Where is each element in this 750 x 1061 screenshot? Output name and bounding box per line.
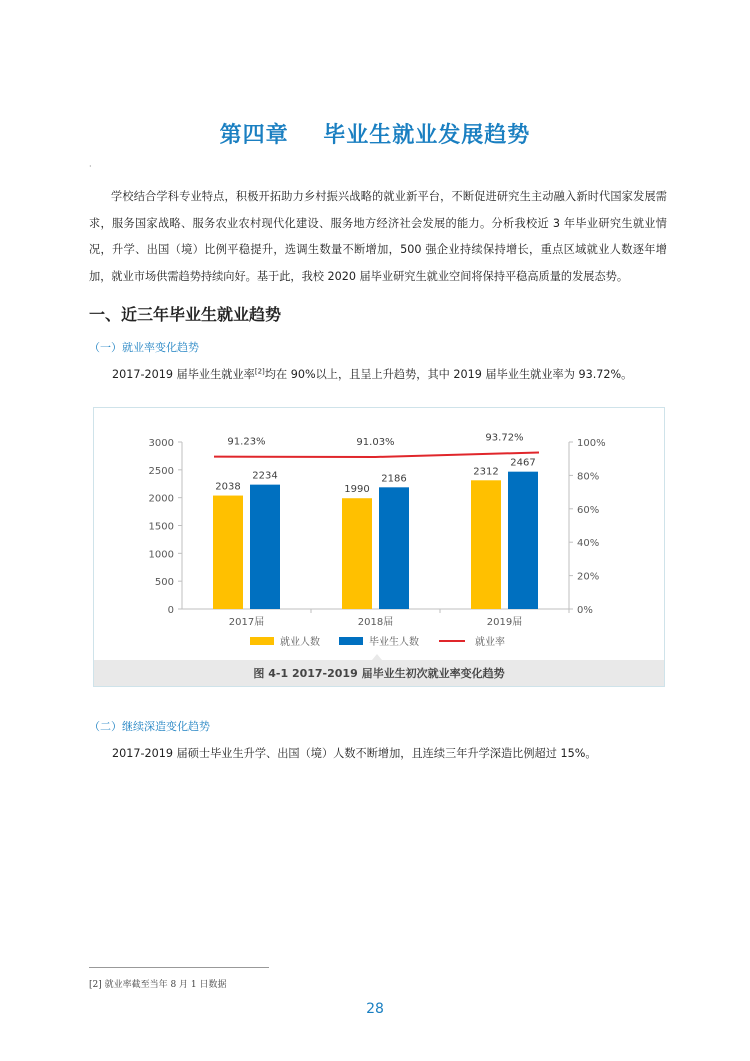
legend-label: 毕业生人数 — [369, 637, 419, 648]
legend-label: 就业人数 — [280, 637, 320, 648]
employment-rate-text-a: 2017-2019 届毕业生就业率 — [112, 368, 255, 381]
bar-data-label: 2467 — [510, 457, 536, 469]
employment-rate-text — [112, 366, 632, 382]
footnote-divider — [89, 967, 269, 968]
y2-tick-label: 60% — [577, 504, 600, 516]
y-tick-label: 0 — [167, 605, 174, 616]
chapter-title: 第四章 毕业生就业发展趋势 — [219, 123, 531, 148]
y2-tick-label: 100% — [577, 438, 606, 449]
footnote-ref[interactable]: [2] — [254, 367, 265, 376]
rate-data-label: 93.72% — [485, 432, 524, 444]
y2-tick-label: 40% — [577, 538, 600, 550]
employment-rate-text-b: 均在 90%以上，且呈上升趋势，其中 2019 届毕业生就业率为 93.72%。 — [264, 368, 633, 381]
y-tick-label: 3000 — [148, 438, 174, 449]
bar-data-label: 2312 — [473, 466, 499, 478]
bar-data-label: 2186 — [381, 473, 407, 485]
legend-swatch — [250, 637, 274, 645]
further-study-text: 2017-2019 届硕士毕业生升学、出国（境）人数不断增加，且连续三年升学深造比例超过 15%。 — [112, 747, 597, 760]
x-tick-label: 2018届 — [357, 617, 394, 628]
bar-employed — [342, 498, 372, 609]
rate-data-label: 91.03% — [356, 436, 395, 448]
rate-line — [214, 452, 539, 456]
bar-graduates — [379, 487, 409, 609]
y-tick-label: 500 — [154, 577, 174, 589]
y2-tick-label: 80% — [577, 471, 600, 483]
bar-employed — [213, 496, 243, 609]
legend-swatch — [339, 637, 363, 645]
y-tick-label: 1000 — [148, 549, 174, 561]
bar-data-label: 2038 — [215, 481, 241, 493]
legend-label: 就业率 — [475, 637, 505, 648]
rate-data-label: 91.23% — [227, 436, 266, 448]
bar-data-label: 2234 — [252, 470, 278, 482]
footnote: [2] 就业率截至当年 8 月 1 日数据 — [89, 980, 227, 990]
y-tick-label: 1500 — [148, 521, 174, 533]
bar-graduates — [508, 472, 538, 609]
y2-tick-label: 20% — [577, 571, 600, 583]
bar-employed — [471, 480, 501, 609]
page-number: 28 — [366, 1001, 384, 1017]
bar-graduates — [250, 485, 280, 609]
x-tick-label: 2017届 — [228, 617, 265, 628]
subheading-further-study: （二）继续深造变化趋势 — [89, 720, 210, 733]
figure-caption: 图 4-1 2017-2019 届毕业生初次就业率变化趋势 — [253, 667, 505, 680]
y-tick-label: 2500 — [148, 465, 174, 477]
y-tick-label: 2000 — [148, 493, 174, 505]
intro-paragraph: 学校结合学科专业特点，积极开拓助力乡村振兴战略的就业新平台，不断促进研究生主动融入新时代国家发展需求，服务国家战略、服务农业农村现代化建设、服务地方经济社会发展的能力。分析我校近 3 年毕业研究生就业情况，升学、出国（境）比例平稳提升，选调生数量不断增加，500 强企业持续保持增长，重点区域就业人数逐年增加，就业市场供需趋势持续向好。基于此，我校 2020 届毕业研究生就业空间将保持平稳高质量的发展态势。 — [89, 190, 667, 283]
chart-figure — [93, 407, 665, 687]
x-tick-label: 2019届 — [486, 617, 523, 628]
paragraph-marker: · — [89, 162, 92, 171]
bar-data-label: 1990 — [344, 484, 370, 496]
subheading-employment-rate: （一）就业率变化趋势 — [89, 341, 199, 354]
y2-tick-label: 0% — [577, 605, 593, 616]
section-heading: 一、近三年毕业生就业趋势 — [89, 305, 282, 324]
employment-trend-chart — [94, 408, 664, 660]
